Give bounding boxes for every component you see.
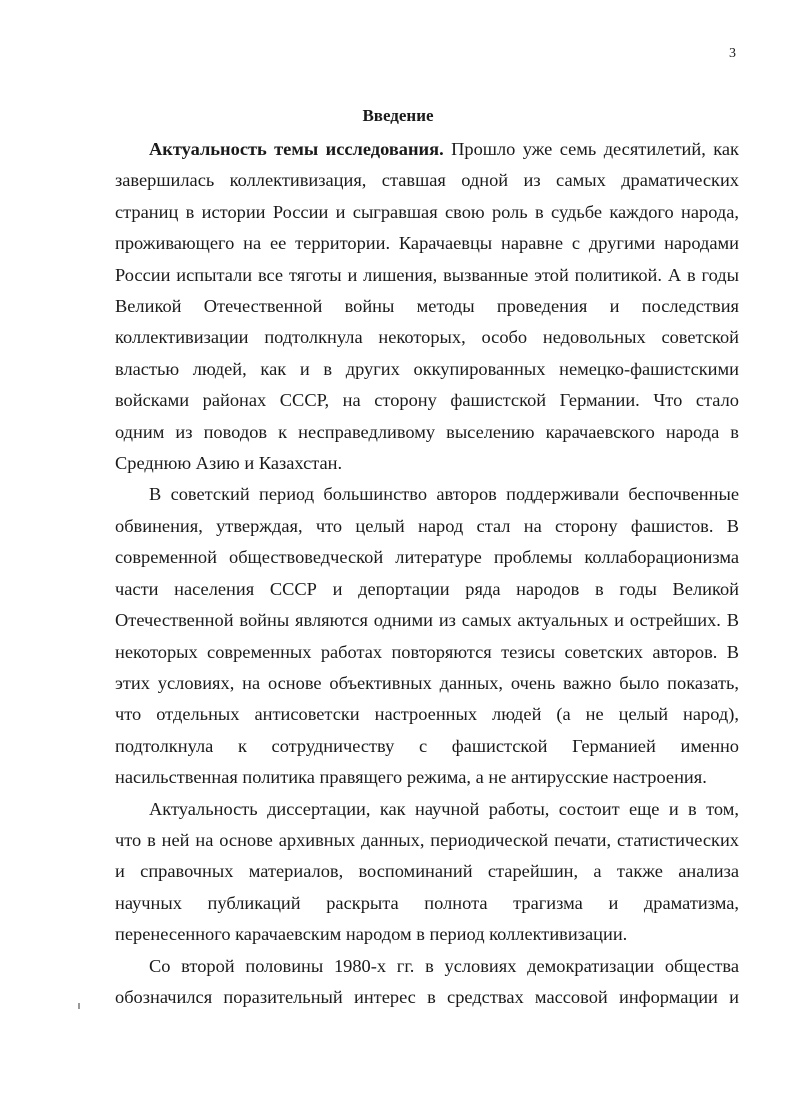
text-line: Со второй половины 1980-х гг. в условиях демократизации общества — [149, 955, 739, 976]
text-line: завершилась коллективизация, ставшая одной из самых драматических — [115, 170, 739, 191]
text-line: войсками районах СССР, на сторону фашистской Германии. Что стало — [115, 390, 739, 411]
text-line: Среднюю Азию и Казахстан. — [115, 453, 343, 474]
text-line: научных публикаций раскрыта полнота трагизма и драматизма, — [115, 892, 739, 913]
text-line: современной обществоведческой литературе проблемы коллаборационизма — [115, 547, 739, 568]
document-body — [115, 134, 739, 1013]
text-line: что отдельных антисоветски настроенных людей (а не целый народ), — [115, 704, 739, 725]
text-line: коллективизации подтолкнула некоторых, особо недовольных советской — [115, 327, 739, 348]
paragraph-lead: Актуальность темы исследования. — [149, 139, 444, 159]
text-line: В советский период большинство авторов поддерживали беспочвенные — [149, 484, 739, 505]
page-heading: Введение — [362, 106, 434, 125]
text-line: обозначился поразительный интерес в средствах массовой информации и — [115, 986, 739, 1007]
text-line: Актуальность диссертации, как научной работы, состоит еще и в том, — [149, 798, 739, 819]
text-line: Отечественной войны являются одними из самых актуальных и острейших. В — [115, 610, 739, 631]
text-line: Актуальность темы исследования. Прошло уже семь десятилетий, как — [149, 139, 739, 159]
text-line: проживающего на ее территории. Карачаевцы наравне с другими народами — [115, 233, 739, 254]
page-number: 3 — [729, 46, 736, 61]
text-line: подтолкнула к сотрудничеству с фашистской Германией именно — [115, 735, 739, 756]
text-line: властью людей, как и в других оккупированных немецко-фашистскими — [115, 358, 739, 379]
text-line: обвинения, утверждая, что целый народ стал на сторону фашистов. В — [115, 515, 739, 536]
text-line: этих условиях, на основе объективных данных, очень важно было показать, — [115, 672, 739, 693]
paragraph-soviet-period — [115, 479, 739, 793]
text-line: насильственная политика правящего режима, а не антирусские настроения. — [115, 767, 707, 788]
text-line: России испытали все тяготы и лишения, вызванные этой политикой. А в годы — [115, 264, 739, 285]
text-line: перенесенного карачаевским народом в период коллективизации. — [115, 924, 628, 945]
paragraph-1980s — [115, 951, 739, 1014]
text-line: Великой Отечественной войны методы проведения и последствия — [115, 296, 739, 317]
text-line: что в ней на основе архивных данных, периодической печати, статистических — [115, 829, 739, 850]
text-line: и справочных материалов, воспоминаний старейшин, а также анализа — [115, 861, 739, 882]
paragraph-dissertation-relevance — [115, 794, 739, 951]
text-line: некоторых современных работах повторяются тезисы советских авторов. В — [115, 641, 739, 662]
paragraph-relevance — [115, 134, 739, 479]
text-line: одним из поводов к несправедливому выселению карачаевского народа в — [115, 421, 739, 442]
margin-mark — [78, 1003, 80, 1009]
text-line: страниц в истории России и сыгравшая свою роль в судьбе каждого народа, — [115, 201, 739, 222]
text-line: части населения СССР и депортации ряда народов в годы Великой — [115, 578, 739, 599]
